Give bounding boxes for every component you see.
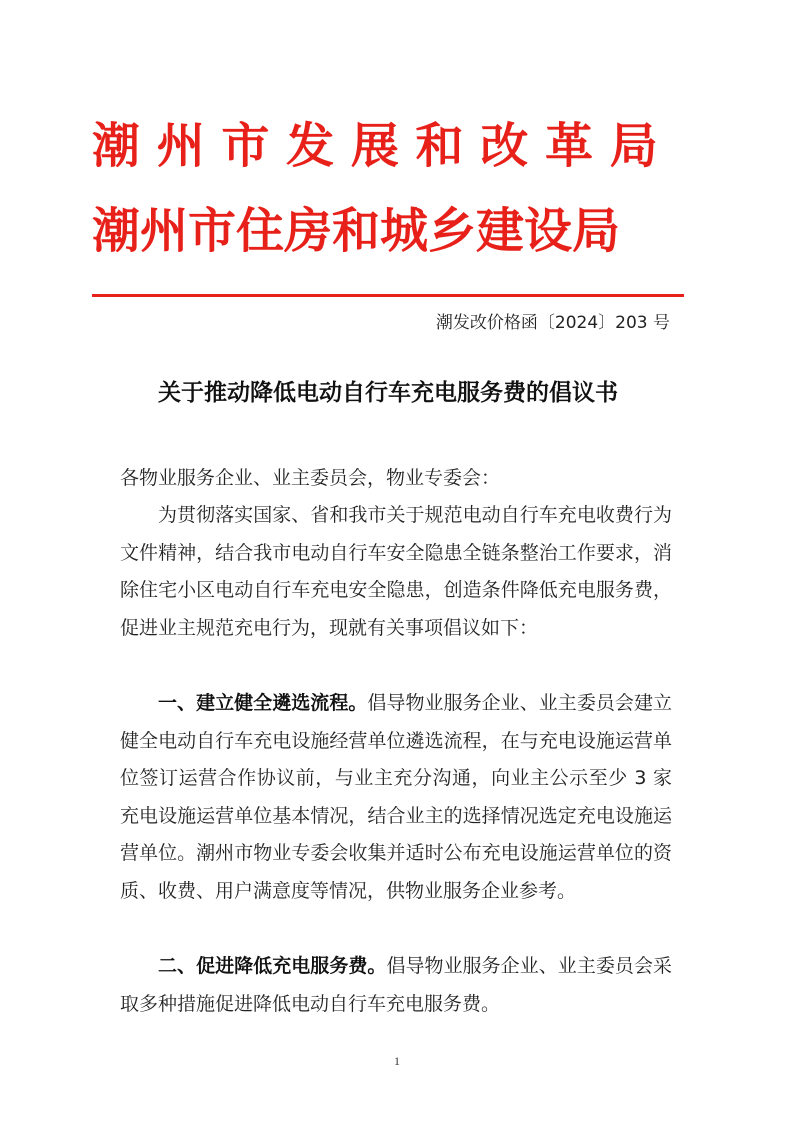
section-1-paragraph [120, 685, 672, 911]
intro-paragraph: 为贯彻落实国家、省和我市关于规范电动自行车充电收费行为文件精神，结合我市电动自行车安全隐患全链条整治工作要求，消除住宅小区电动自行车充电安全隐患，创造条件降低充电服务费，促进业主规范充电行为，现就有关事项倡议如下： [120, 504, 672, 639]
section-2-heading: 二、促进降低充电服务费。 [158, 955, 387, 977]
issuer-header-line-1: 潮 州 市 发 展 和 改 革 局 [92, 118, 658, 174]
page-number: 1 [394, 1054, 400, 1068]
red-separator-rule [92, 294, 684, 297]
salutation: 各物业服务企业、业主委员会，物业专委会： [120, 467, 501, 489]
section-2-paragraph [120, 948, 672, 1023]
document-title: 关于推动降低电动自行车充电服务费的倡议书 [158, 380, 618, 406]
issuer-header-line-2: 潮州市住房和城乡建设局 [92, 203, 621, 259]
section-1-heading: 一、建立健全遴选流程。 [158, 692, 368, 714]
section-2-body: 倡导物业服务企业、业主委员会采取多种措施促进降低电动自行车充电服务费。 [120, 955, 672, 1015]
document-number: 潮发改价格函〔2024〕203 号 [435, 313, 670, 333]
section-1-body: 倡导物业服务企业、业主委员会建立健全电动自行车充电设施经营单位遴选流程，在与充电设施运营单位签订运营合作协议前，与业主充分沟通，向业主公示至少 3 家充电设施运营单位基本情况，结合业主的选择情况选定充电设施运营单位。潮州市物业专委会收集并适时公布充电设施运营单位的资质、收费、用户满意度等情况，供物业服务企业参考。 [120, 692, 672, 902]
